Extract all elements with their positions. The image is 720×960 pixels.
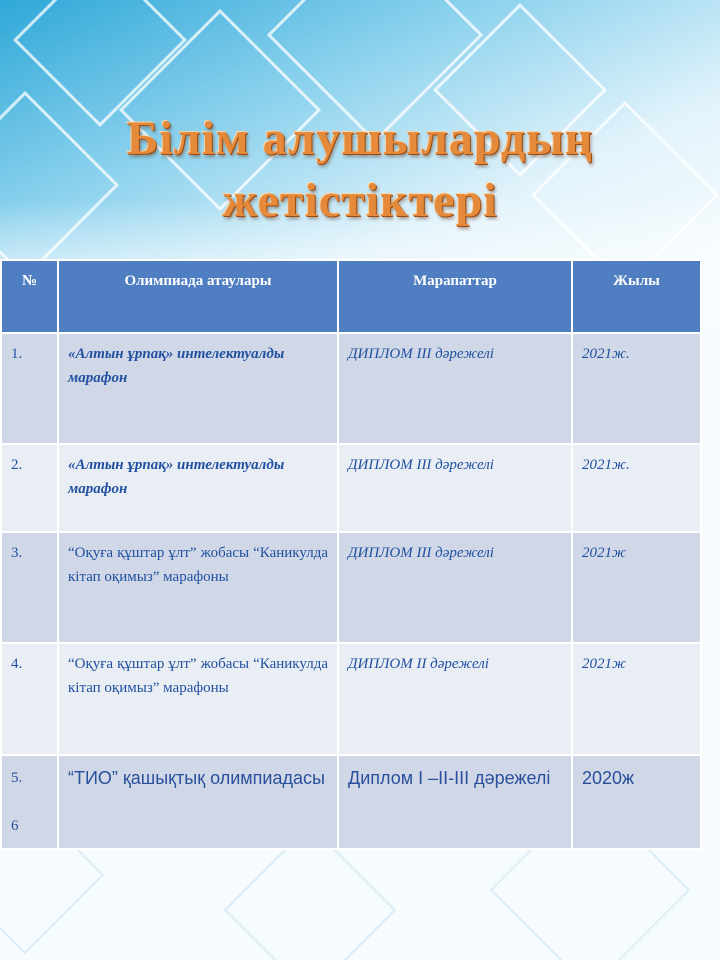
row-number-5: 5. xyxy=(11,770,23,786)
row-number: 3. xyxy=(1,532,58,643)
olympiad-name: “Оқуға құштар ұлт” жобасы “Каникулда кітап оқимыз” марафоны xyxy=(58,643,338,755)
award: ДИПЛОМ ІІІ дәрежелі xyxy=(338,444,572,532)
olympiad-name: «Алтын ұрпақ» интелектуалды марафон xyxy=(58,333,338,444)
row-number: 2. xyxy=(1,444,58,532)
table-row xyxy=(1,643,701,755)
year: 2020ж xyxy=(572,755,701,849)
olympiad-name: “Оқуға құштар ұлт” жобасы “Каникулда кітап оқимыз” марафоны xyxy=(58,532,338,643)
row-number: 4. xyxy=(1,643,58,755)
page-title xyxy=(0,108,720,232)
award: ДИПЛОМ ІІІ дәрежелі xyxy=(338,532,572,643)
table-row xyxy=(1,755,701,849)
column-header-year: Жылы xyxy=(572,260,701,333)
column-header-olympiad-names: Олимпиада атаулары xyxy=(58,260,338,333)
achievements-table xyxy=(0,259,702,850)
year: 2021ж. xyxy=(572,444,701,532)
row-number xyxy=(1,755,58,849)
year: 2021ж xyxy=(572,532,701,643)
award: Диплом І –ІІ-ІІІ дәрежелі xyxy=(338,755,572,849)
row-number-6: 6 xyxy=(11,818,19,834)
row-number: 1. xyxy=(1,333,58,444)
table-header-row xyxy=(1,260,701,333)
olympiad-name: «Алтын ұрпақ» интелектуалды марафон xyxy=(58,444,338,532)
table-row xyxy=(1,532,701,643)
title-line-2: жетістіктері xyxy=(222,174,498,227)
award: ДИПЛОМ ІІІ дәрежелі xyxy=(338,333,572,444)
olympiad-name: “ТИО” қашықтық олимпиадасы xyxy=(58,755,338,849)
table-row xyxy=(1,444,701,532)
table-row xyxy=(1,333,701,444)
column-header-awards: Марапаттар xyxy=(338,260,572,333)
year: 2021ж. xyxy=(572,333,701,444)
award: ДИПЛОМ ІІ дәрежелі xyxy=(338,643,572,755)
title-line-1: Білім алушылардың xyxy=(126,112,594,165)
year: 2021ж xyxy=(572,643,701,755)
column-header-number: № xyxy=(1,260,58,333)
